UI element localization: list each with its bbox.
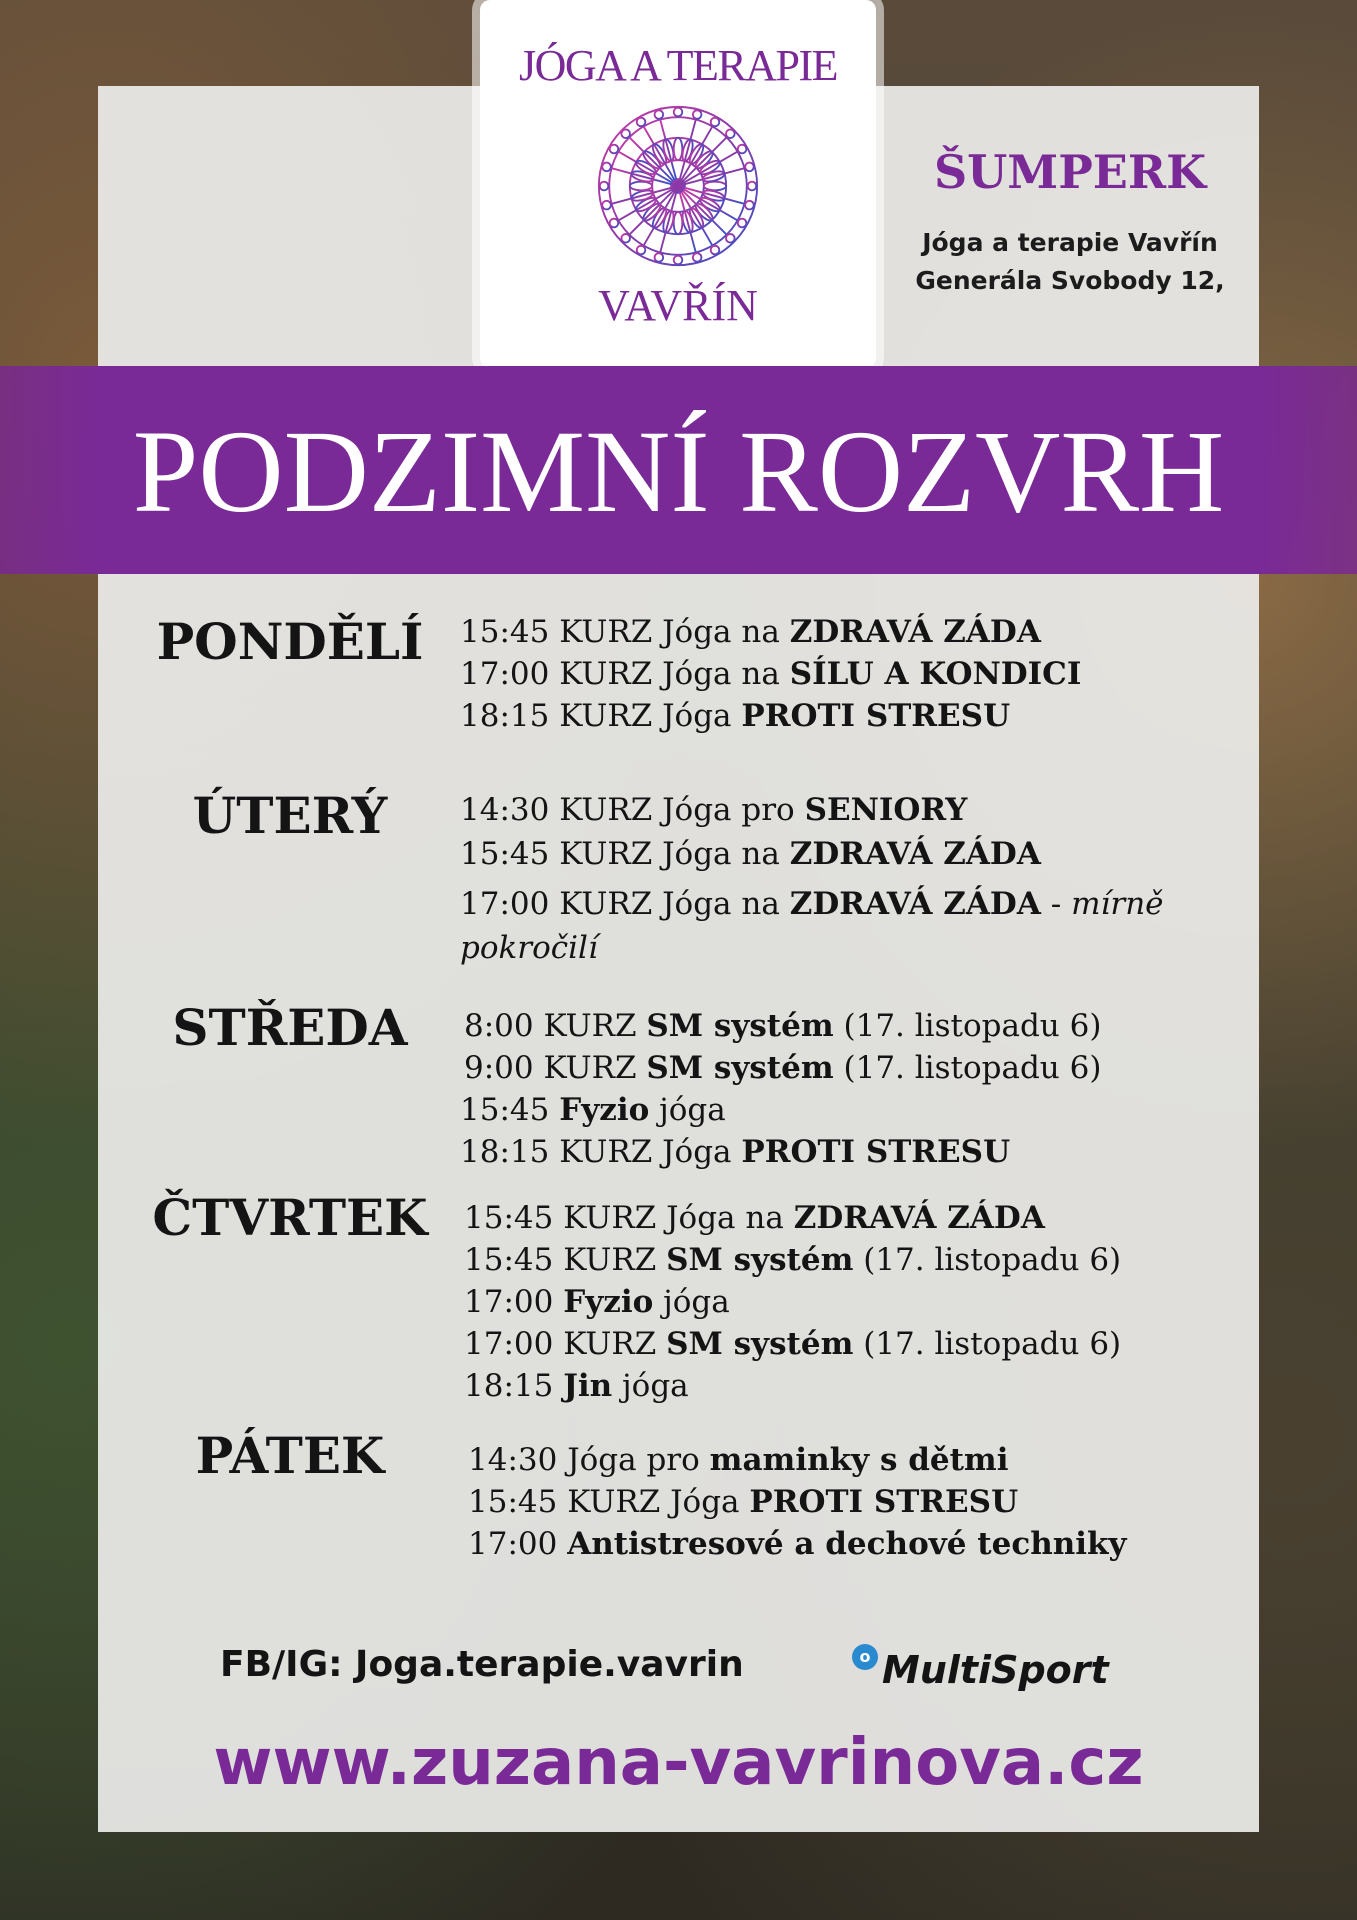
- entry-text: 17:00 KURZ Jóga na: [460, 886, 790, 922]
- schedule-entry: [460, 926, 598, 970]
- entry-text: 17:00 KURZ: [464, 1326, 667, 1362]
- address-line-1: Jóga a terapie Vavřín: [922, 228, 1218, 257]
- entry-text: 15:45 KURZ: [464, 1242, 667, 1278]
- entry-text: 17:00: [464, 1284, 564, 1320]
- social-handle: FB/IG: Joga.terapie.vavrin: [220, 1644, 744, 1685]
- entry-text: (17. listopadu 6): [853, 1242, 1122, 1278]
- schedule-entry: [464, 1196, 1045, 1240]
- schedule-entry: [464, 1046, 1101, 1090]
- schedule-entry: [460, 788, 967, 832]
- multisport-logo: MultiSport: [882, 1648, 1109, 1692]
- schedule-entry: [464, 1280, 730, 1324]
- schedule-entry: [460, 694, 1010, 738]
- day-heading: ČTVRTEK: [152, 1188, 428, 1247]
- entry-text: 15:45 KURZ Jóga: [468, 1484, 750, 1520]
- entry-highlight: ZDRAVÁ ZÁDA: [789, 614, 1041, 650]
- entry-highlight: maminky s dětmi: [709, 1442, 1009, 1478]
- logo-subtitle: VAVŘÍN: [598, 281, 758, 330]
- entry-text: 14:30 Jóga pro: [468, 1442, 710, 1478]
- address-line-2: Generála Svobody 12,: [915, 266, 1225, 295]
- entry-highlight: ZDRAVÁ ZÁDA: [793, 1200, 1045, 1236]
- logo-card: [480, 0, 876, 368]
- schedule-entry: [464, 1322, 1121, 1366]
- entry-note: mírně: [1071, 886, 1164, 922]
- entry-text: 9:00 KURZ: [464, 1050, 647, 1086]
- schedule-entry: [460, 882, 1164, 926]
- entry-highlight: Fyzio: [563, 1284, 654, 1320]
- entry-text: 15:45 KURZ Jóga na: [460, 836, 790, 872]
- entry-highlight: PROTI STRESU: [741, 698, 1011, 734]
- entry-text: (17. listopadu 6): [833, 1050, 1102, 1086]
- entry-text: 17:00: [468, 1526, 568, 1562]
- entry-text: 17:00 KURZ Jóga na: [460, 656, 790, 692]
- entry-text: -: [1040, 886, 1072, 922]
- entry-text: 15:45 KURZ Jóga na: [460, 614, 790, 650]
- entry-text: jóga: [653, 1284, 730, 1320]
- mandala-icon: [592, 100, 764, 272]
- entry-highlight: Jin: [563, 1368, 613, 1404]
- entry-text: 14:30 KURZ Jóga pro: [460, 792, 805, 828]
- entry-text: jóga: [649, 1092, 726, 1128]
- entry-highlight: SENIORY: [804, 792, 968, 828]
- entry-note: pokročilí: [460, 930, 598, 966]
- entry-text: 18:15 KURZ Jóga: [460, 698, 742, 734]
- schedule-entry: [460, 1088, 726, 1132]
- day-heading: STŘEDA: [172, 998, 408, 1057]
- entry-highlight: ZDRAVÁ ZÁDA: [789, 886, 1041, 922]
- schedule-entry: [464, 1238, 1121, 1282]
- page-title: PODZIMNÍ ROZVRH: [132, 406, 1225, 537]
- schedule-entry: [460, 832, 1041, 876]
- schedule-entry: [460, 610, 1041, 654]
- entry-highlight: SM systém: [666, 1242, 854, 1278]
- entry-highlight: PROTI STRESU: [741, 1134, 1011, 1170]
- entry-highlight: Antistresové a dechové techniky: [567, 1526, 1127, 1562]
- schedule-entry: [468, 1480, 1018, 1524]
- day-heading: PÁTEK: [195, 1426, 385, 1485]
- title-banner: [0, 366, 1357, 574]
- entry-text: 8:00 KURZ: [464, 1008, 647, 1044]
- day-heading: PONDĚLÍ: [156, 612, 424, 671]
- entry-text: 18:15: [464, 1368, 564, 1404]
- entry-highlight: SÍLU A KONDICI: [789, 656, 1082, 692]
- schedule-entry: [464, 1004, 1101, 1048]
- entry-highlight: SM systém: [646, 1050, 834, 1086]
- city-name: ŠUMPERK: [933, 145, 1207, 199]
- entry-highlight: ZDRAVÁ ZÁDA: [789, 836, 1041, 872]
- schedule-entry: [468, 1522, 1127, 1566]
- entry-highlight: SM systém: [646, 1008, 834, 1044]
- schedule-entry: [464, 1364, 689, 1408]
- day-heading: ÚTERÝ: [192, 786, 388, 845]
- entry-text: jóga: [612, 1368, 689, 1404]
- entry-highlight: PROTI STRESU: [749, 1484, 1019, 1520]
- multisport-icon: o: [852, 1644, 878, 1670]
- website-link[interactable]: www.zuzana-vavrinova.cz: [213, 1726, 1144, 1800]
- entry-text: (17. listopadu 6): [853, 1326, 1122, 1362]
- entry-text: (17. listopadu 6): [833, 1008, 1102, 1044]
- schedule-entry: [460, 1130, 1010, 1174]
- entry-text: 15:45 KURZ Jóga na: [464, 1200, 794, 1236]
- entry-text: 18:15 KURZ Jóga: [460, 1134, 742, 1170]
- logo-title: JÓGA A TERAPIE: [518, 41, 838, 90]
- entry-text: 15:45: [460, 1092, 560, 1128]
- entry-highlight: SM systém: [666, 1326, 854, 1362]
- schedule-entry: [468, 1438, 1009, 1482]
- schedule-entry: [460, 652, 1081, 696]
- entry-highlight: Fyzio: [559, 1092, 650, 1128]
